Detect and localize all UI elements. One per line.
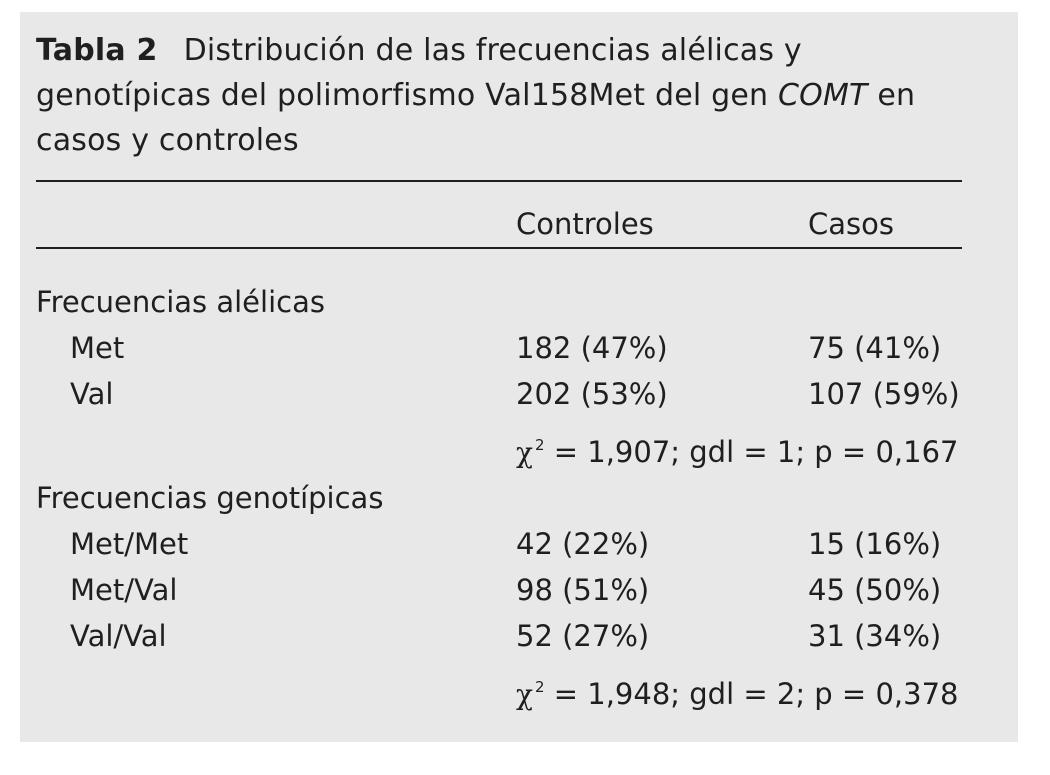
row-label: Val	[70, 377, 114, 411]
cell-controles: 98 (51%)	[516, 573, 650, 607]
row-label: Met	[70, 331, 125, 365]
caption-text-before: Distribución de las frecuencias alélicas y genotípicas del polimorfismo Val158Met del gen	[36, 33, 802, 113]
header-rule	[36, 247, 962, 249]
stat-text: = 1,948; gdl = 2; p = 0,378	[544, 677, 959, 711]
column-header-casos: Casos	[808, 207, 894, 241]
cell-casos: 75 (41%)	[808, 331, 942, 365]
cell-casos: 107 (59%)	[808, 377, 960, 411]
cell-casos: 31 (34%)	[808, 619, 942, 653]
chi-symbol: χ	[516, 678, 533, 711]
row-label: Met/Val	[70, 573, 178, 607]
cell-controles: 202 (53%)	[516, 377, 668, 411]
cell-controles: 52 (27%)	[516, 619, 650, 653]
column-header-controles: Controles	[516, 207, 654, 241]
row-label: Val/Val	[70, 619, 167, 653]
section-title-genotipicas: Frecuencias genotípicas	[36, 481, 384, 515]
cell-controles: 42 (22%)	[516, 527, 650, 561]
top-rule	[36, 180, 962, 182]
chi-exponent: 2	[534, 678, 545, 696]
chi-symbol: χ	[516, 436, 533, 469]
chi-square-stat-genotipicas	[516, 676, 958, 713]
section-title-alelicas: Frecuencias alélicas	[36, 285, 325, 319]
caption-text-after: en casos y controles	[36, 78, 916, 158]
stat-text: = 1,907; gdl = 1; p = 0,167	[544, 435, 959, 469]
row-label: Met/Met	[70, 527, 189, 561]
cell-controles: 182 (47%)	[516, 331, 668, 365]
gene-name: COMT	[778, 78, 868, 113]
cell-casos: 45 (50%)	[808, 573, 942, 607]
chi-square-stat-alelicas	[516, 434, 958, 471]
table-label: Tabla 2	[36, 33, 158, 68]
cell-casos: 15 (16%)	[808, 527, 942, 561]
chi-exponent: 2	[534, 436, 545, 454]
table-caption	[36, 28, 976, 163]
